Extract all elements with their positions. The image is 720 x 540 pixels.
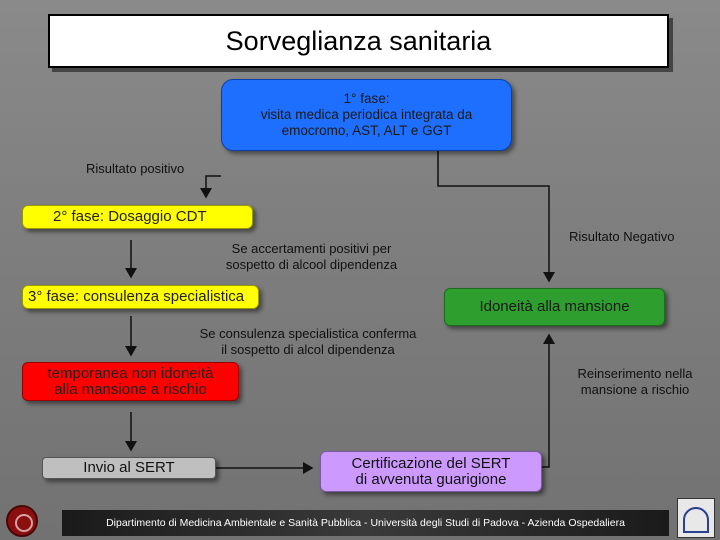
box-fase3-consulenza: 3° fase: consulenza specialistica: [22, 285, 259, 309]
arrow-fase1-to-fase2: [206, 176, 221, 197]
box-idoneita-mansione: Idoneità alla mansione: [444, 288, 665, 326]
footer-bar: Dipartimento di Medicina Ambientale e Sanità Pubblica - Università degli Studi di Padova - Azienda Ospedaliera: [62, 510, 669, 536]
box-temporanea-non-idoneita: temporanea non idoneità alla mansione a rischio: [22, 362, 239, 401]
hospital-logo: [677, 498, 715, 538]
hospital-logo-emblem: [683, 507, 709, 533]
university-seal-logo: [6, 505, 38, 537]
box-certificazione-sert: Certificazione del SERT di avvenuta guarigione: [320, 451, 542, 492]
label-risultato-positivo: Risultato positivo: [86, 161, 185, 176]
arrow-fase1-to-idoneita: [438, 151, 549, 281]
arrow-certificazione-to-idoneita: [542, 335, 549, 467]
label-risultato-negativo: Risultato Negativo: [569, 229, 675, 244]
box-invio-sert: Invio al SERT: [42, 457, 216, 479]
label-reinserimento: Reinserimento nella mansione a rischio: [577, 366, 693, 397]
box-fase2-dosaggio-cdt: 2° fase: Dosaggio CDT: [22, 205, 253, 229]
slide-title: Sorveglianza sanitaria: [48, 14, 669, 68]
label-consulenza-conferma: Se consulenza specialistica conferma il sospetto di alcol dipendenza: [199, 326, 417, 357]
box-fase1-visita-medica: 1° fase: visita medica periodica integrata da emocromo, AST, ALT e GGT: [221, 79, 512, 151]
label-accertamenti-positivi: Se accertamenti positivi per sospetto di alcool dipendenza: [225, 241, 398, 272]
